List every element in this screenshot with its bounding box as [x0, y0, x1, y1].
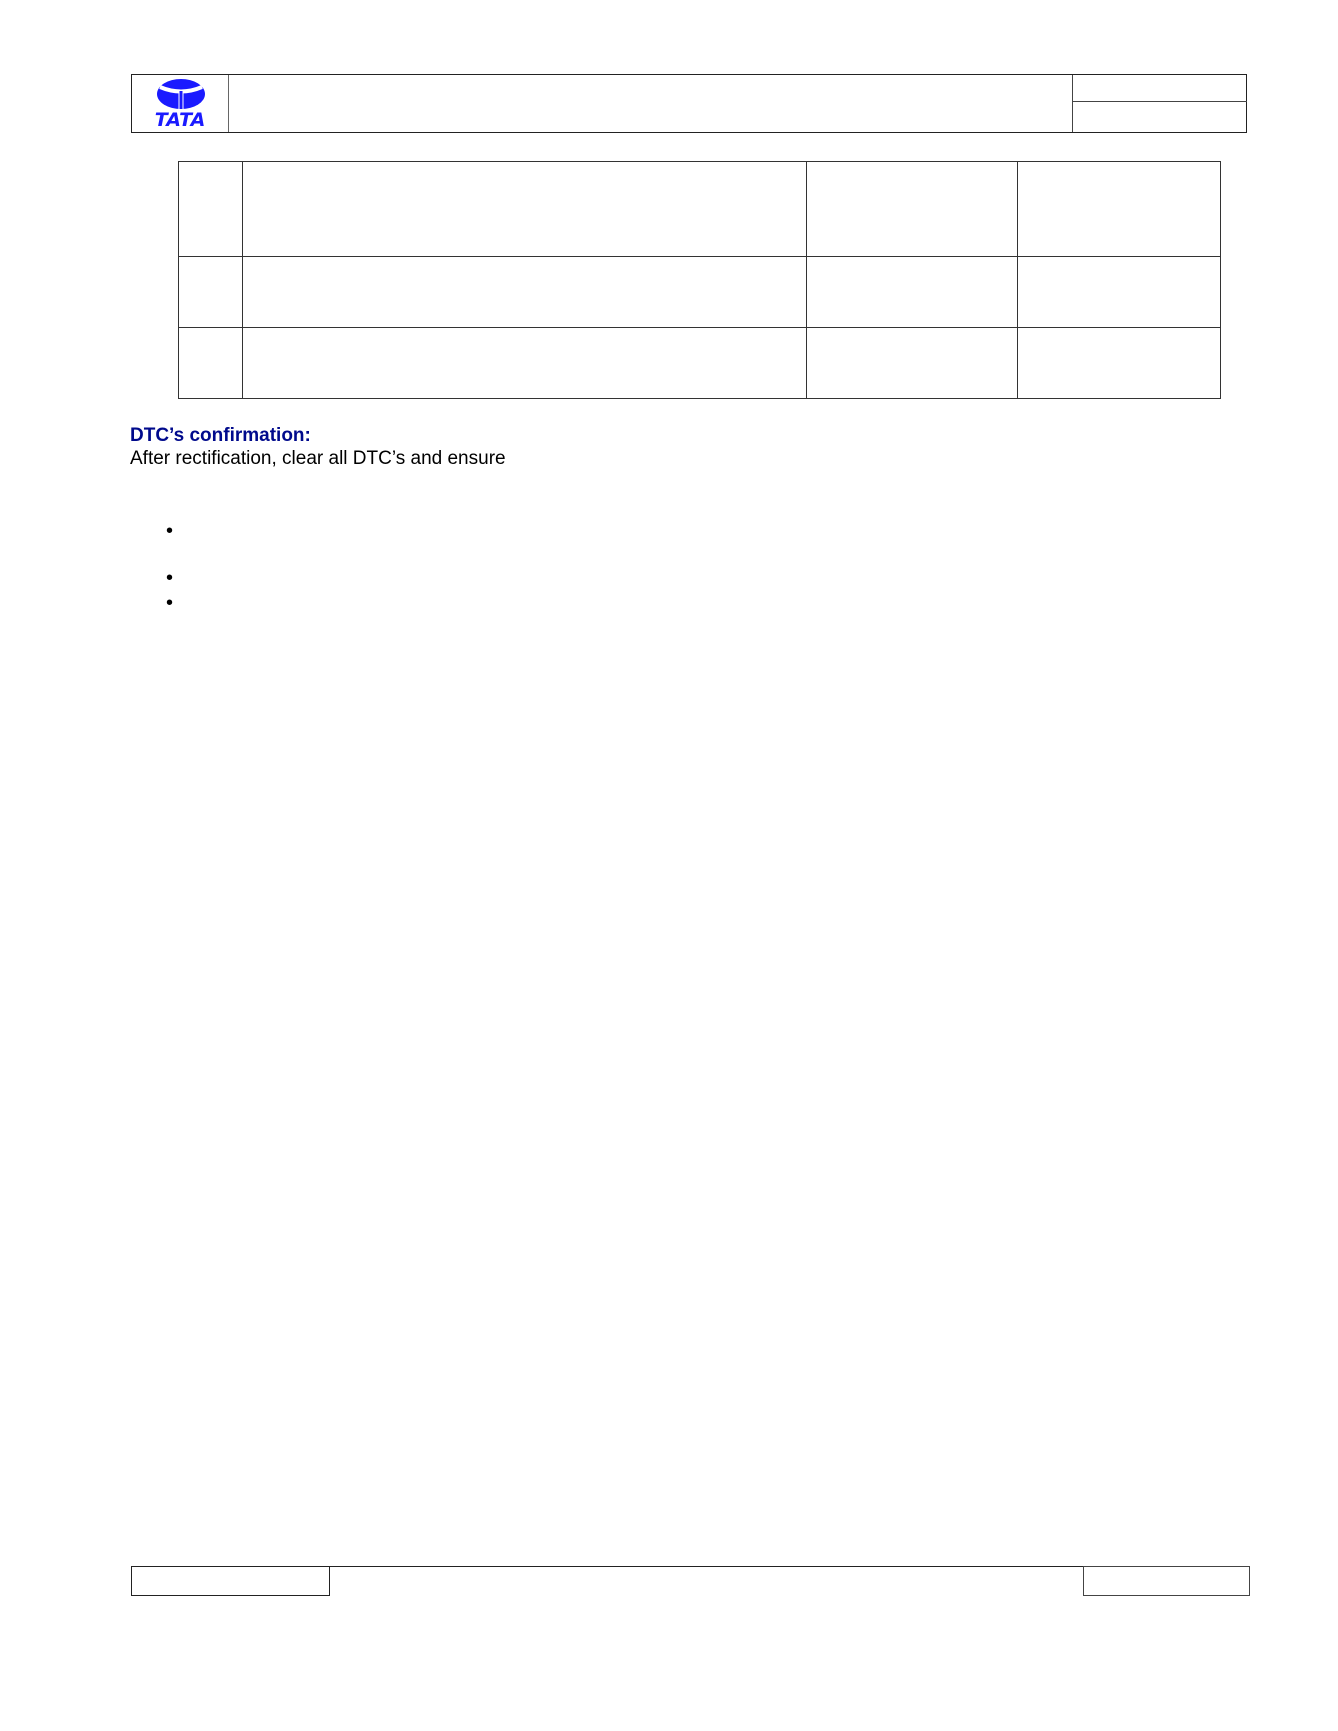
header-info-cell: [1072, 75, 1247, 132]
footer-left-box: [131, 1566, 330, 1596]
table-cell: [243, 162, 807, 257]
body-text: After rectification, clear all DTC’s and ensure: [130, 448, 506, 469]
header-divider: [1073, 101, 1247, 102]
page-footer: [131, 1566, 1249, 1596]
table-cell: [807, 328, 1018, 399]
table-cell: [1018, 328, 1221, 399]
section-title: DTC’s confirmation:: [130, 425, 311, 446]
procedure-table: [178, 161, 1221, 399]
tata-logo-icon: [156, 78, 206, 110]
table-cell: [243, 328, 807, 399]
table-row: [179, 162, 1221, 257]
table-row: [179, 257, 1221, 328]
logo-wordmark: TATA: [154, 109, 206, 131]
footer-right-box: [1083, 1566, 1250, 1596]
table-cell: [1018, 257, 1221, 328]
table-cell: [179, 328, 243, 399]
table-cell: [807, 162, 1018, 257]
page-header: [131, 74, 1247, 133]
table-cell: [1018, 162, 1221, 257]
table-row: [179, 328, 1221, 399]
logo-cell: [132, 75, 229, 132]
bullet-item: •: [166, 567, 174, 589]
table-cell: [807, 257, 1018, 328]
bullet-item: •: [166, 520, 174, 542]
bullet-item: •: [166, 592, 174, 614]
table-cell: [179, 162, 243, 257]
table-cell: [179, 257, 243, 328]
table-cell: [243, 257, 807, 328]
